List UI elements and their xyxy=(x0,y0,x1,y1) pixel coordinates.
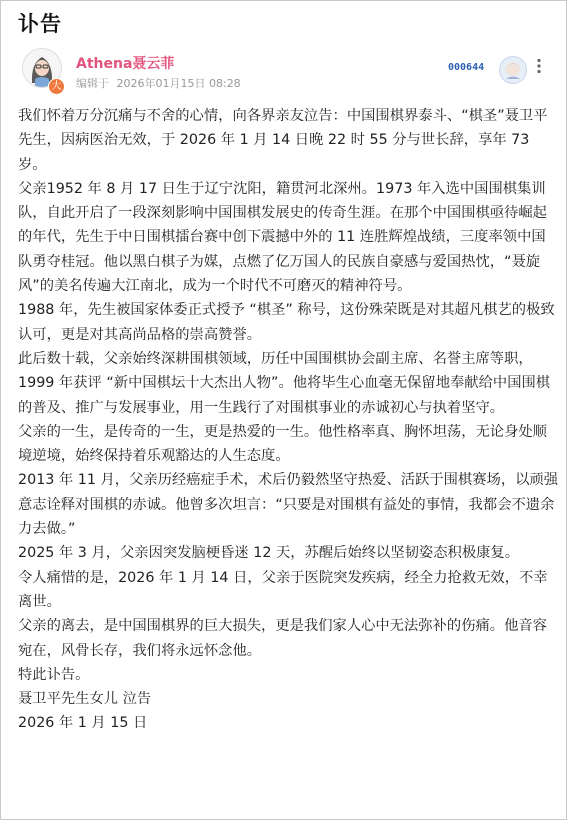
author-name[interactable]: Athena聂云菲 xyxy=(76,56,175,72)
body-paragraph: 我们怀着万分沉痛与不舍的心情，向各界亲友泣告：中国围棋界泰斗、“棋圣”聂卫平先生，因病医治无效，于 2026 年 1 月 14 日晚 22 时 55 分与世长辞，享年 73 岁。 xyxy=(18,108,548,173)
anime-decoration-icon xyxy=(500,57,526,83)
date-line: 2026 年 1 月 15 日 xyxy=(18,715,148,732)
vertical-ellipsis-icon xyxy=(536,58,542,74)
body-paragraph: 2013 年 11 月，父亲历经癌症手术，术后仍毅然坚守热爱、活跃于围棋赛场，以顽强意志诠释对围棋的赤诚。他曾多次坦言：“只要是对围棋有益处的事情，我都会不遗余力去做。” xyxy=(18,472,559,538)
body-paragraph: 父亲的离去，是中国围棋界的巨大损失，更是我们家人心中无法弥补的伤痛。他音容宛在，风骨长存，我们将永远怀念他。 xyxy=(18,618,547,659)
post-meta xyxy=(76,75,245,91)
verified-badge: 大 xyxy=(48,78,65,95)
more-options-icon[interactable] xyxy=(536,58,542,78)
body-paragraph: 2025 年 3 月，父亲因突发脑梗昏迷 12 天，苏醒后始终以坚韧姿态积极康复。 xyxy=(18,545,520,562)
body-paragraph: 令人痛惜的是，2026 年 1 月 14 日，父亲于医院突发疾病，经全力抢救无效，不幸离世。 xyxy=(18,569,548,610)
edited-time: 2026年01月15日 08:28 xyxy=(116,77,241,90)
fan-medal-icon[interactable] xyxy=(499,56,527,84)
post-body xyxy=(18,104,558,736)
body-paragraph: 父亲1952 年 8 月 17 日生于辽宁沈阳，籍贯河北深州。1973 年入选中国围棋集训队，自此开启了一段深刻影响中国围棋发展史的传奇生涯。在那个中国围棋亟待崛起的年代，先生于中日围棋擂台赛中创下震撼中外的 11 连胜辉煌战绩，三度率领中国队勇夺桂冠。他以黑白棋子为媒，点燃了亿万国人的民族自豪感与爱国热忱，“聂旋风”的美名传遍大江南北，成为一个时代不可磨灭的精神符号。 xyxy=(18,180,547,295)
body-paragraph: 父亲的一生，是传奇的一生，更是热爱的一生。他性格率真、胸怀坦荡，无论身处顺境逆境，始终保持着乐观豁达的人生态度。 xyxy=(18,423,547,465)
fan-medal-number[interactable]: 000644 xyxy=(448,62,485,73)
edited-label: 编辑于 xyxy=(76,77,109,90)
body-paragraph: 特此讣告。 xyxy=(18,666,90,683)
page-title: 讣告 xyxy=(18,12,62,36)
body-paragraph: 此后数十载，父亲始终深耕围棋领域，历任中国围棋协会副主席、名誉主席等职，1999 年获评 “新中国棋坛十大杰出人物”。他将毕生心血毫无保留地奉献给中国围棋的普及、推广与发展事业，用一生践行了对围棋事业的赤诚初心与执着坚守。 xyxy=(18,350,551,416)
signature-line: 聂卫平先生女儿 泣告 xyxy=(18,691,152,708)
body-paragraph: 1988 年，先生被国家体委正式授予 “棋圣” 称号，这份殊荣既是对其超凡棋艺的极致认可，更是对其高尚品格的崇高赞誉。 xyxy=(18,302,555,343)
